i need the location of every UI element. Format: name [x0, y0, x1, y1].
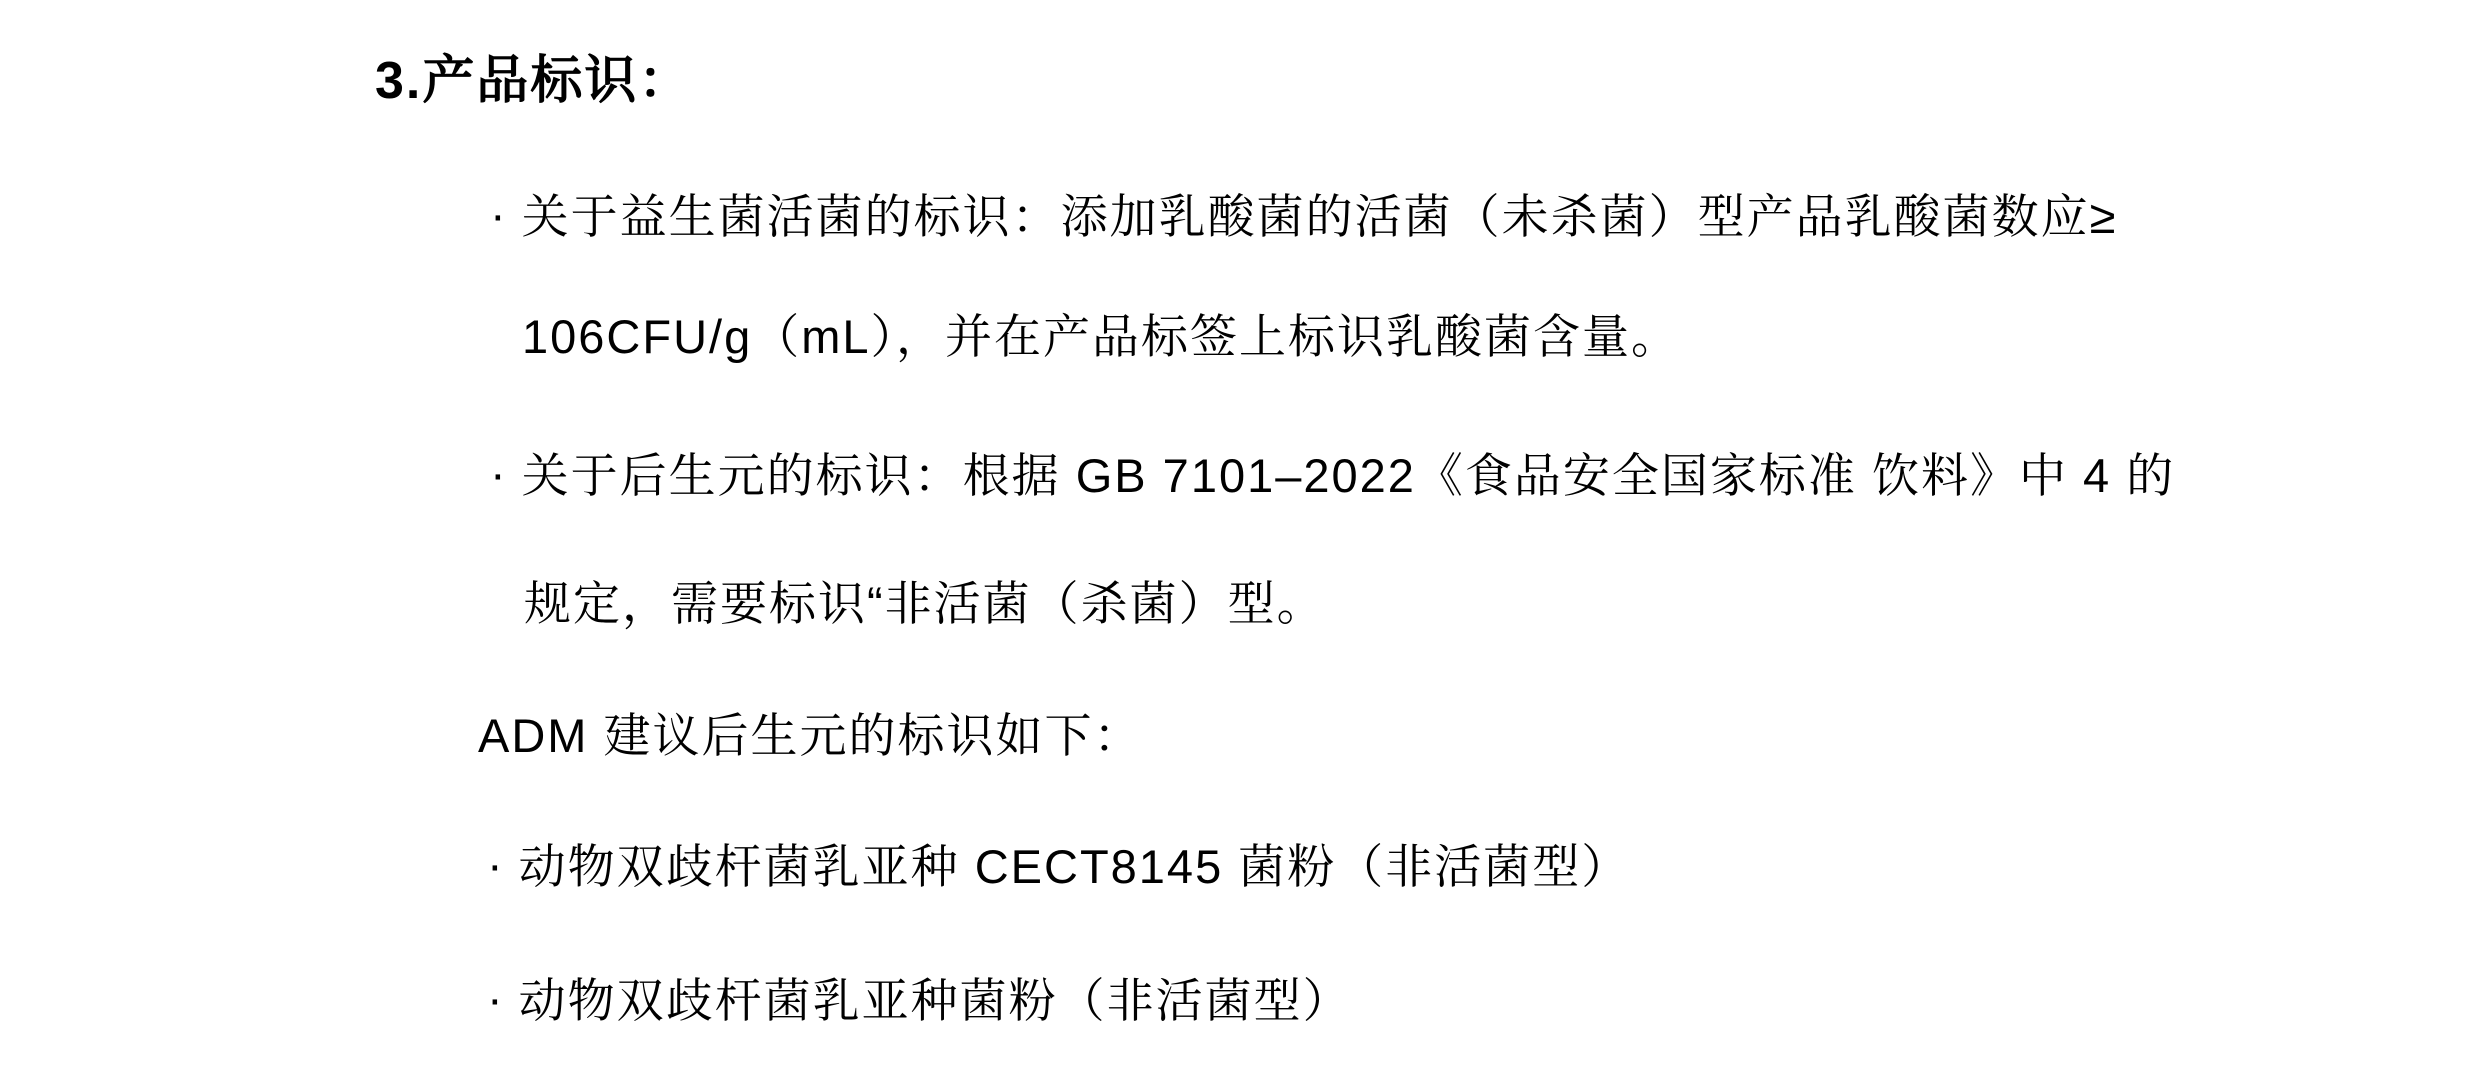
- bullet-line-subspecies-powder: [487, 972, 1352, 1030]
- continuation-line-regulation: 规定，需要标识“非活菌（杀菌）型。: [524, 577, 1326, 630]
- bullet-line-postbiotic: [490, 447, 2175, 505]
- bullet-dot-icon: ·: [487, 972, 505, 1025]
- bullet-dot-icon: ·: [490, 447, 508, 500]
- bullet-line-text: 动物双歧杆菌乳亚种菌粉（非活菌型）: [518, 974, 1352, 1027]
- bullet-line-text: 动物双歧杆菌乳亚种 CECT8145 菌粉（非活菌型）: [518, 840, 1631, 893]
- bullet-dot-icon: ·: [487, 838, 505, 891]
- bullet-line-cect8145-powder: [487, 838, 1630, 896]
- bullet-dot-icon: ·: [490, 188, 508, 241]
- bullet-line-probiotic-live: [490, 188, 2117, 246]
- adm-suggestion-line: ADM 建议后生元的标识如下：: [478, 709, 1143, 762]
- continuation-line-cfu: 106CFU/g（mL），并在产品标签上标识乳酸菌含量。: [522, 310, 1680, 363]
- bullet-line-text: 关于后生元的标识：根据 GB 7101–2022《食品安全国家标准 饮料》中 4 的: [521, 449, 2176, 502]
- bullet-line-text: 关于益生菌活菌的标识：添加乳酸菌的活菌（未杀菌）型产品乳酸菌数应≥: [521, 190, 2118, 243]
- section-heading: 3.产品标识：: [375, 52, 693, 110]
